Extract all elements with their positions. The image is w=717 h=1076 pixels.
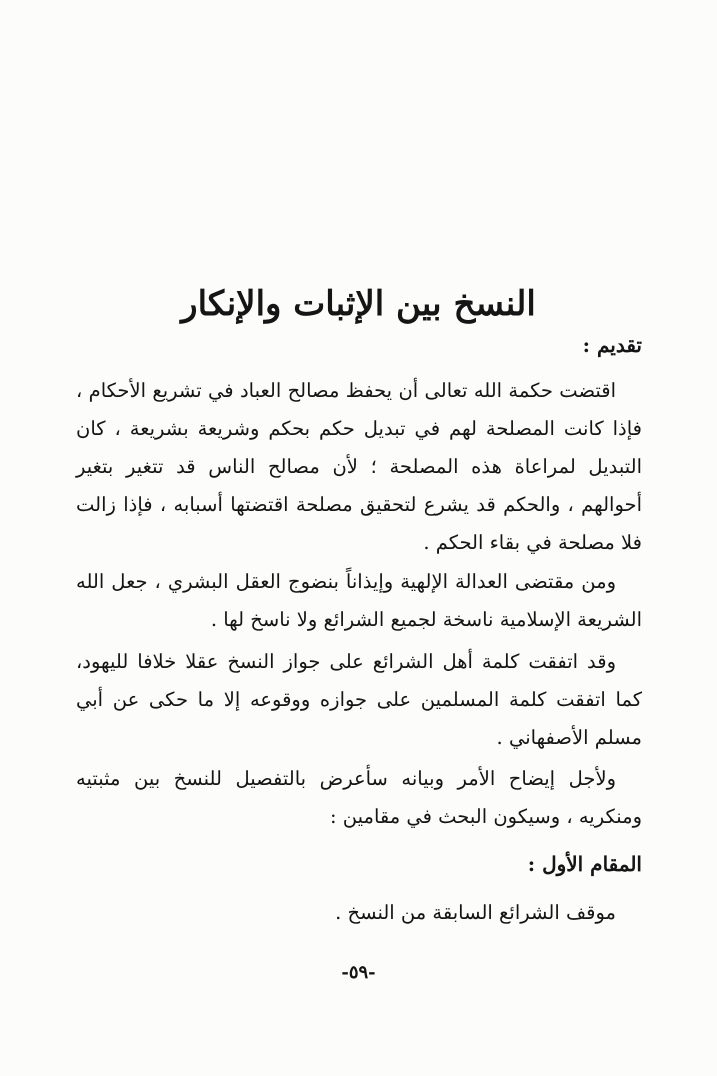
intro-heading: تقديم :: [582, 333, 642, 357]
first-section-heading: المقام الأول :: [527, 852, 642, 876]
paragraph-4: ولأجل إيضاح الأمر وبيانه سأعرض بالتفصيل للنسخ بين مثبتيه ومنكريه ، وسيكون البحث في مقامين :: [76, 767, 642, 828]
paragraph-2: ومن مقتضى العدالة الإلهية وإيذاناً بنضوج العقل البشري ، جعل الله الشريعة الإسلامية ناسخة لجميع الشرائع ولا ناسخ لها .: [76, 570, 642, 631]
paragraph-1: اقتضت حكمة الله تعالى أن يحفظ مصالح العباد في تشريع الأحكام ، فإذا كانت المصلحة لهم في تبديل حكم بحكم وشريعة بشريعة ، كان التبديل لمراعاة هذه المصلحة ؛ لأن مصالح الناس قد تتغير بتغير أحوالهم ، والحكم قد يشرع لتحقيق مصلحة اقتضتها أسبابه ، فإذا زالت فلا مصلحة في بقاء الحكم .: [76, 379, 642, 554]
page-number: -٥٩-: [341, 962, 376, 983]
first-section-text: موقف الشرائع السابقة من النسخ .: [335, 901, 616, 924]
page-title: النسخ بين الإثبات والإنكار: [181, 284, 536, 324]
paragraph-3: وقد اتفقت كلمة أهل الشرائع على جواز النسخ عقلا خلافا لليهود، كما اتفقت كلمة المسلمين على جوازه ووقوعه إلا ما حكى عن أبي مسلم الأصفهاني .: [76, 650, 642, 749]
